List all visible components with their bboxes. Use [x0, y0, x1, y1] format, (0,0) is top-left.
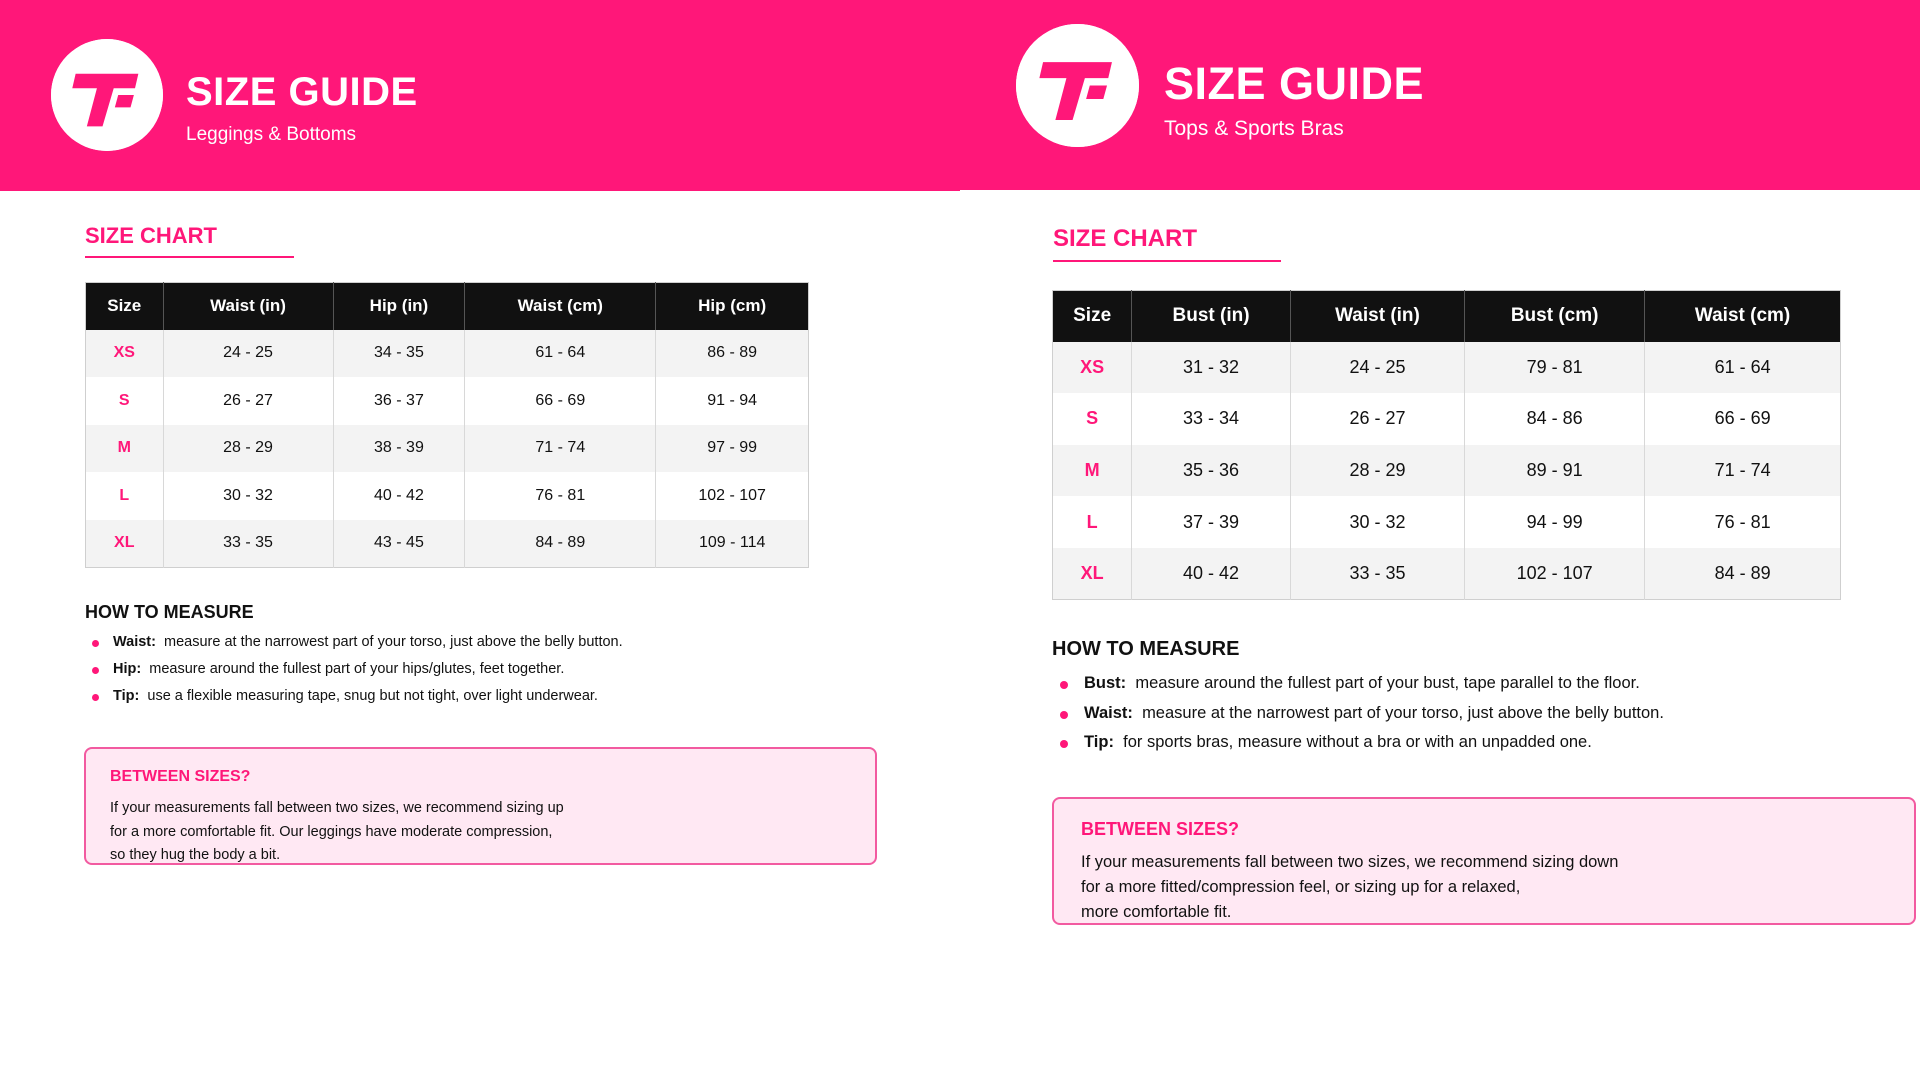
- bullet-icon: [1060, 711, 1068, 719]
- measure-text: for sports bras, measure without a bra or with an unpadded one.: [1123, 733, 1592, 751]
- between-sizes-callout: [1052, 797, 1916, 925]
- table-cell: 33 - 35: [163, 520, 333, 568]
- size-guide-tops: [960, 0, 1920, 1080]
- table-cell: 84 - 89: [1645, 548, 1841, 600]
- table-row: [1053, 496, 1841, 548]
- how-to-measure-heading: HOW TO MEASURE: [1052, 638, 1240, 660]
- table-header-row: [1053, 291, 1841, 342]
- page-title: SIZE GUIDE: [186, 70, 418, 114]
- measure-text: measure around the fullest part of your hips/glutes, feet together.: [149, 661, 565, 677]
- table-cell: 61 - 64: [465, 330, 656, 378]
- size-table: [85, 282, 809, 568]
- table-cell: 37 - 39: [1132, 496, 1291, 548]
- table-cell: 97 - 99: [656, 425, 809, 473]
- table-cell: 76 - 81: [465, 472, 656, 520]
- table-row: [86, 520, 809, 568]
- measure-text: measure at the narrowest part of your torso, just above the belly button.: [1142, 703, 1664, 722]
- callout-line: more comfortable fit.: [1081, 903, 1232, 921]
- column-header: Hip (cm): [656, 283, 809, 330]
- table-cell: 76 - 81: [1645, 496, 1841, 548]
- measure-term: Waist:: [113, 634, 156, 650]
- table-row: [1053, 393, 1841, 445]
- page-subtitle: Leggings & Bottoms: [186, 124, 357, 145]
- list-item: [92, 661, 623, 688]
- callout-line: If your measurements fall between two sizes, we recommend sizing down: [1081, 853, 1619, 871]
- column-header: Size: [86, 283, 164, 330]
- header-banner: [0, 0, 960, 191]
- size-chart-heading: SIZE CHART: [1053, 225, 1281, 262]
- size-label: S: [86, 377, 164, 425]
- table-cell: 33 - 35: [1290, 548, 1464, 600]
- page-subtitle: Tops & Sports Bras: [1164, 117, 1344, 140]
- table-row: [86, 425, 809, 473]
- size-label: M: [86, 425, 164, 473]
- page-title: SIZE GUIDE: [1164, 58, 1425, 109]
- table-cell: 71 - 74: [1645, 445, 1841, 497]
- table-cell: 94 - 99: [1465, 496, 1645, 548]
- measure-list: [1060, 674, 1664, 763]
- size-label: S: [1053, 393, 1132, 445]
- table-cell: 30 - 32: [163, 472, 333, 520]
- bullet-icon: [1060, 740, 1068, 748]
- column-header: Bust (cm): [1465, 291, 1645, 342]
- measure-term: Waist:: [1084, 703, 1133, 722]
- column-header: Hip (in): [333, 283, 465, 330]
- table-row: [1053, 342, 1841, 394]
- table-cell: 102 - 107: [1465, 548, 1645, 600]
- column-header: Size: [1053, 291, 1132, 342]
- size-chart-heading: SIZE CHART: [85, 223, 294, 258]
- table-cell: 40 - 42: [1132, 548, 1291, 600]
- bullet-icon: [92, 667, 99, 674]
- column-header: Waist (cm): [1645, 291, 1841, 342]
- column-header: Waist (in): [163, 283, 333, 330]
- callout-line: for a more comfortable fit. Our leggings have moderate compression,: [110, 823, 553, 840]
- table-cell: 28 - 29: [163, 425, 333, 473]
- table-row: [1053, 445, 1841, 497]
- table-cell: 91 - 94: [656, 377, 809, 425]
- measure-term: Tip:: [113, 688, 140, 704]
- table-row: [86, 377, 809, 425]
- callout-text: [1081, 850, 1618, 925]
- table-row: [1053, 548, 1841, 600]
- size-label: XL: [86, 520, 164, 568]
- callout-line: If your measurements fall between two sizes, we recommend sizing up: [110, 800, 564, 816]
- size-label: XS: [86, 330, 164, 378]
- callout-line: for a more fitted/compression feel, or sizing up for a relaxed,: [1081, 878, 1521, 896]
- table-cell: 26 - 27: [1290, 393, 1464, 445]
- table-cell: 66 - 69: [1645, 393, 1841, 445]
- measure-term: Hip:: [113, 661, 142, 677]
- table-cell: 35 - 36: [1132, 445, 1291, 497]
- table-cell: 66 - 69: [465, 377, 656, 425]
- measure-text: measure at the narrowest part of your torso, just above the belly button.: [164, 634, 623, 650]
- size-label: XS: [1053, 342, 1132, 394]
- measure-term: Tip:: [1084, 733, 1114, 751]
- table-cell: 24 - 25: [1290, 342, 1464, 394]
- size-label: L: [86, 472, 164, 520]
- table-cell: 84 - 86: [1465, 393, 1645, 445]
- table-cell: 30 - 32: [1290, 496, 1464, 548]
- table-cell: 102 - 107: [656, 472, 809, 520]
- table-cell: 40 - 42: [333, 472, 465, 520]
- table-row: [86, 472, 809, 520]
- callout-text: [110, 797, 564, 868]
- table-cell: 31 - 32: [1132, 342, 1291, 394]
- list-item: [1060, 733, 1664, 763]
- table-cell: 28 - 29: [1290, 445, 1464, 497]
- measure-list: [92, 634, 623, 715]
- column-header: Waist (in): [1290, 291, 1464, 342]
- table-cell: 79 - 81: [1465, 342, 1645, 394]
- list-item: [92, 688, 623, 715]
- table-cell: 43 - 45: [333, 520, 465, 568]
- table-cell: 24 - 25: [163, 330, 333, 378]
- table-cell: 34 - 35: [333, 330, 465, 378]
- callout-line: so they hug the body a bit.: [110, 847, 281, 863]
- table-cell: 109 - 114: [656, 520, 809, 568]
- bullet-icon: [92, 694, 99, 701]
- list-item: [1060, 674, 1664, 704]
- table-cell: 89 - 91: [1465, 445, 1645, 497]
- header-banner: [960, 0, 1920, 190]
- table-cell: 61 - 64: [1645, 342, 1841, 394]
- column-header: Waist (cm): [465, 283, 656, 330]
- table-cell: 36 - 37: [333, 377, 465, 425]
- bullet-icon: [1060, 681, 1068, 689]
- table-row: [86, 330, 809, 378]
- table-cell: 38 - 39: [333, 425, 465, 473]
- bullet-icon: [92, 640, 99, 647]
- table-cell: 26 - 27: [163, 377, 333, 425]
- brand-logo-icon: [1016, 24, 1139, 147]
- callout-title: BETWEEN SIZES?: [110, 768, 251, 785]
- table-cell: 84 - 89: [465, 520, 656, 568]
- measure-term: Bust:: [1084, 674, 1127, 692]
- size-label: M: [1053, 445, 1132, 497]
- table-cell: 71 - 74: [465, 425, 656, 473]
- list-item: [1060, 704, 1664, 734]
- measure-text: use a flexible measuring tape, snug but not tight, over light underwear.: [147, 688, 598, 704]
- table-header-row: [86, 283, 809, 330]
- callout-title: BETWEEN SIZES?: [1081, 819, 1240, 839]
- size-label: XL: [1053, 548, 1132, 600]
- table-cell: 86 - 89: [656, 330, 809, 378]
- brand-logo-icon: [51, 39, 163, 151]
- how-to-measure-heading: HOW TO MEASURE: [85, 602, 254, 622]
- between-sizes-callout: [84, 747, 877, 865]
- table-cell: 33 - 34: [1132, 393, 1291, 445]
- size-table: [1052, 290, 1841, 600]
- column-header: Bust (in): [1132, 291, 1291, 342]
- measure-text: measure around the fullest part of your bust, tape parallel to the floor.: [1135, 674, 1640, 692]
- size-label: L: [1053, 496, 1132, 548]
- list-item: [92, 634, 623, 661]
